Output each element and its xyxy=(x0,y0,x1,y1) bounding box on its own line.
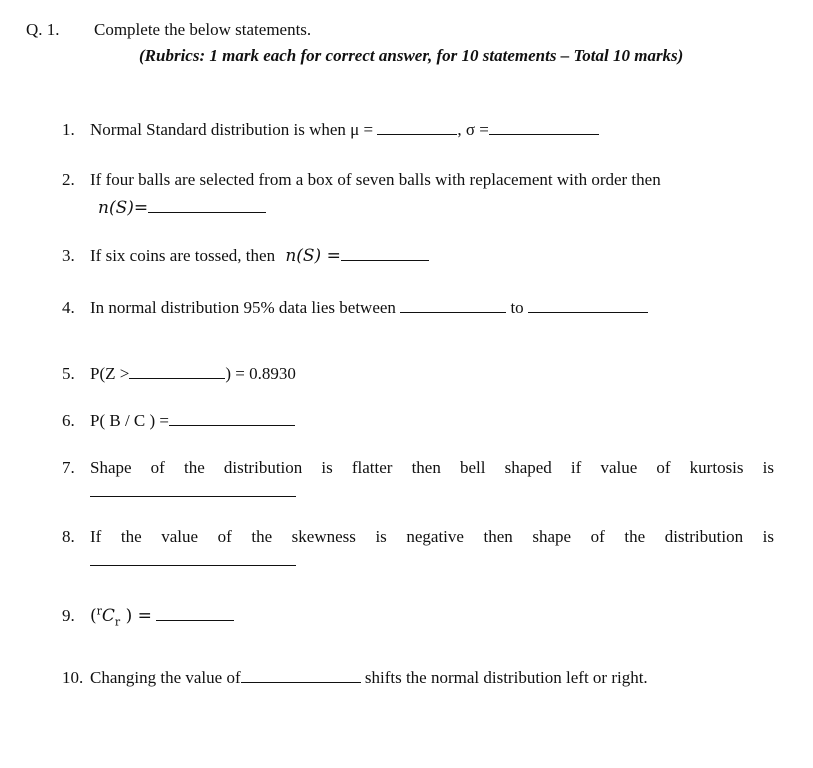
statement-number: 1. xyxy=(62,120,75,139)
answer-blank[interactable] xyxy=(241,668,361,683)
math-superscript: r xyxy=(96,604,102,617)
answer-blank[interactable] xyxy=(528,298,648,313)
answer-blank[interactable] xyxy=(400,298,506,313)
statement-text: Changing the value of xyxy=(90,668,241,687)
math-expression xyxy=(90,604,152,629)
answer-blank[interactable] xyxy=(90,551,296,566)
statement-number: 7. xyxy=(62,458,75,477)
question-number: Q. 1. xyxy=(26,20,60,39)
statement-text: Normal Standard distribution is when μ = xyxy=(90,120,374,139)
statement-text: P( B / C ) = xyxy=(90,411,170,430)
statement-number: 2. xyxy=(62,170,75,189)
statement-6 xyxy=(62,411,295,431)
statement-number: 9. xyxy=(62,605,75,625)
statement-number: 6. xyxy=(62,411,75,430)
math-subscript: r xyxy=(114,615,121,629)
statement-5 xyxy=(62,364,296,384)
rubrics: (Rubrics: 1 mark each for correct answer, for 10 statements – Total 10 marks) xyxy=(139,46,684,65)
statement-10 xyxy=(62,668,648,688)
answer-blank[interactable] xyxy=(169,411,295,426)
statement-8 xyxy=(62,527,774,547)
statement-number: 10. xyxy=(62,668,84,687)
statement-text: If six coins are tossed, then xyxy=(90,246,276,265)
statement-7 xyxy=(62,458,774,478)
statement-number: 8. xyxy=(62,527,75,546)
statement-text: If four balls are selected from a box of seven balls with replacement with order then xyxy=(90,170,661,189)
statement-number: 5. xyxy=(62,364,75,383)
answer-blank[interactable] xyxy=(156,606,234,621)
statement-text: In normal distribution 95% data lies between xyxy=(90,298,396,317)
math-expression: n(S) = xyxy=(285,246,341,266)
statement-7-answer xyxy=(90,482,296,502)
statement-3 xyxy=(62,246,429,266)
statement-4 xyxy=(62,298,648,318)
statement-text: to xyxy=(510,298,524,317)
statement-text: shifts the normal distribution left or right. xyxy=(364,668,648,687)
math-paren: ) = xyxy=(125,605,152,626)
statement-text: If the value of the skewness is negative then shape of the distribution is xyxy=(90,527,774,546)
statement-2 xyxy=(62,170,661,190)
statement-number: 3. xyxy=(62,246,75,265)
statement-text: , σ = xyxy=(457,120,489,139)
instruction: Complete the below statements. xyxy=(94,20,312,39)
statement-8-answer xyxy=(90,551,296,571)
math-paren: ( xyxy=(90,605,97,626)
answer-blank[interactable] xyxy=(341,246,429,261)
answer-blank[interactable] xyxy=(148,198,266,213)
math-expression: n(S)= xyxy=(98,198,149,218)
statement-1 xyxy=(62,120,599,140)
statement-number: 4. xyxy=(62,298,75,317)
answer-blank[interactable] xyxy=(489,120,599,135)
answer-blank[interactable] xyxy=(129,364,225,379)
statement-9 xyxy=(62,601,234,632)
statement-text: P(Z > xyxy=(90,364,130,383)
math-symbol: C xyxy=(101,605,115,626)
statement-text: Shape of the distribution is flatter then bell shaped if value of kurtosis is xyxy=(90,458,774,477)
statement-text: ) = 0.8930 xyxy=(225,364,296,383)
answer-blank[interactable] xyxy=(90,482,296,497)
answer-blank[interactable] xyxy=(377,120,457,135)
statement-2-answer xyxy=(98,198,266,218)
